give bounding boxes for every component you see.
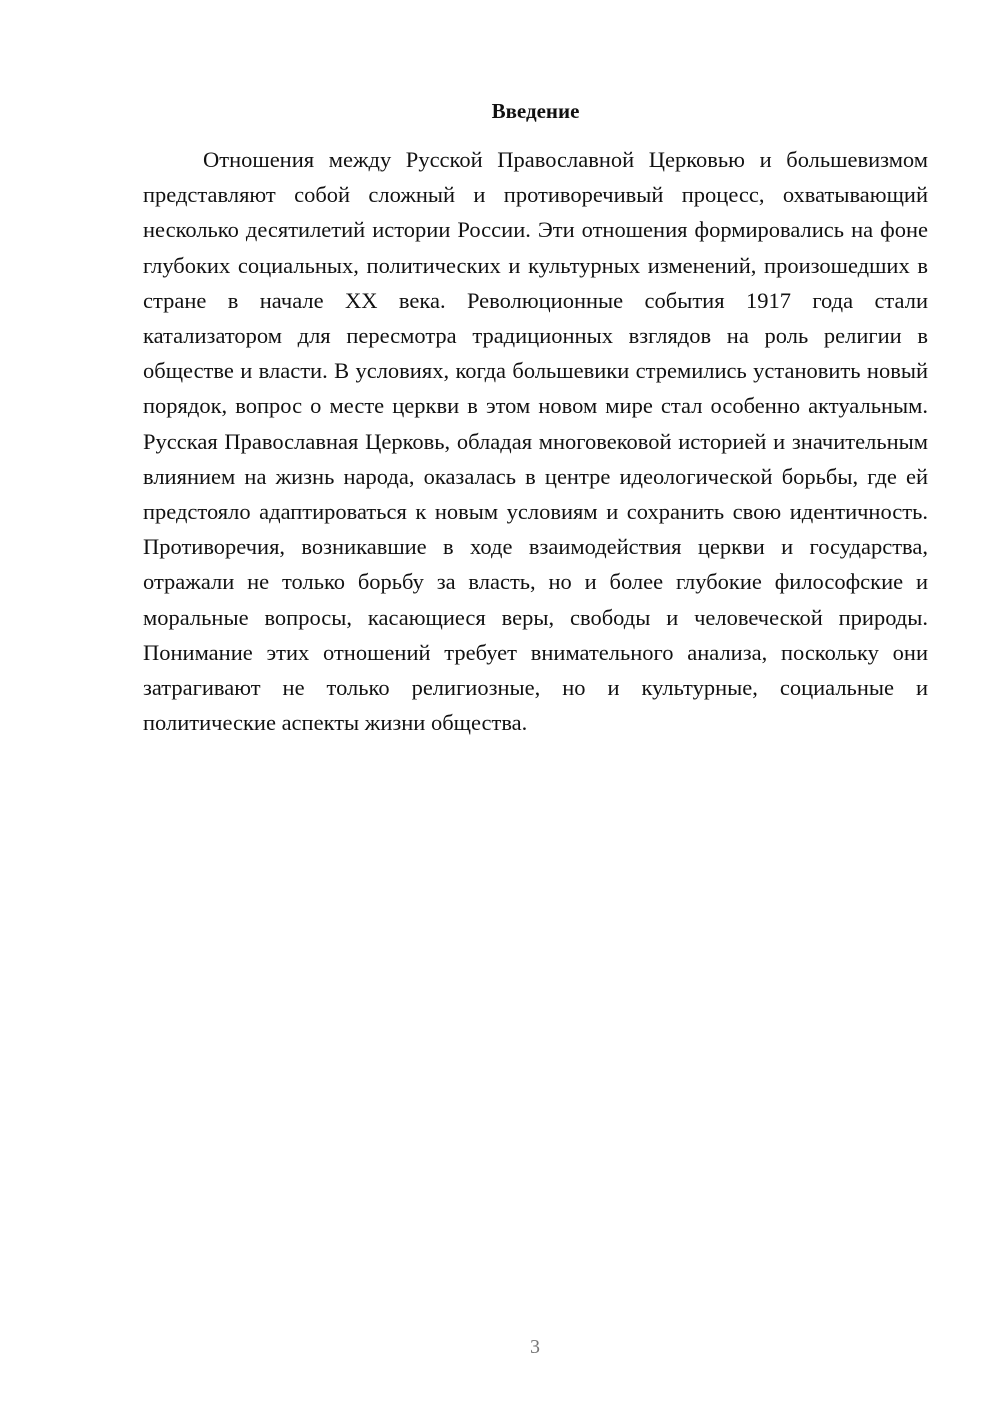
page-number: 3 (530, 1336, 540, 1358)
body-paragraph: Отношения между Русской Православной Церковью и большевизмом представляют собой сложный и противоречивый процесс, охватывающий несколько десятилетий истории России. Эти отношения формировались на фоне глубоких социальных, политических и культурных изменений, произошедших в стране в начале XX века. Революционные события 1917 года стали катализатором для пересмотра традиционных взглядов на роль религии в обществе и власти. В условиях, когда большевики стремились установить новый порядок, вопрос о месте церкви в этом новом мире стал особенно актуальным. Русская Православная Церковь, обладая многовековой историей и значительным влиянием на жизнь народа, оказалась в центре идеологической борьбы, где ей предстояло адаптироваться к новым условиям и сохранить свою идентичность. Противоречия, возникавшие в ходе взаимодействия церкви и государства, отражали не только борьбу за власть, но и более глубокие философские и моральные вопросы, касающиеся веры, свободы и человеческой природы. Понимание этих отношений требует внимательного анализа, поскольку они затрагивают не только религиозные, но и культурные, социальные и политические аспекты жизни общества. (143, 147, 928, 736)
page-title: Введение (491, 99, 580, 123)
